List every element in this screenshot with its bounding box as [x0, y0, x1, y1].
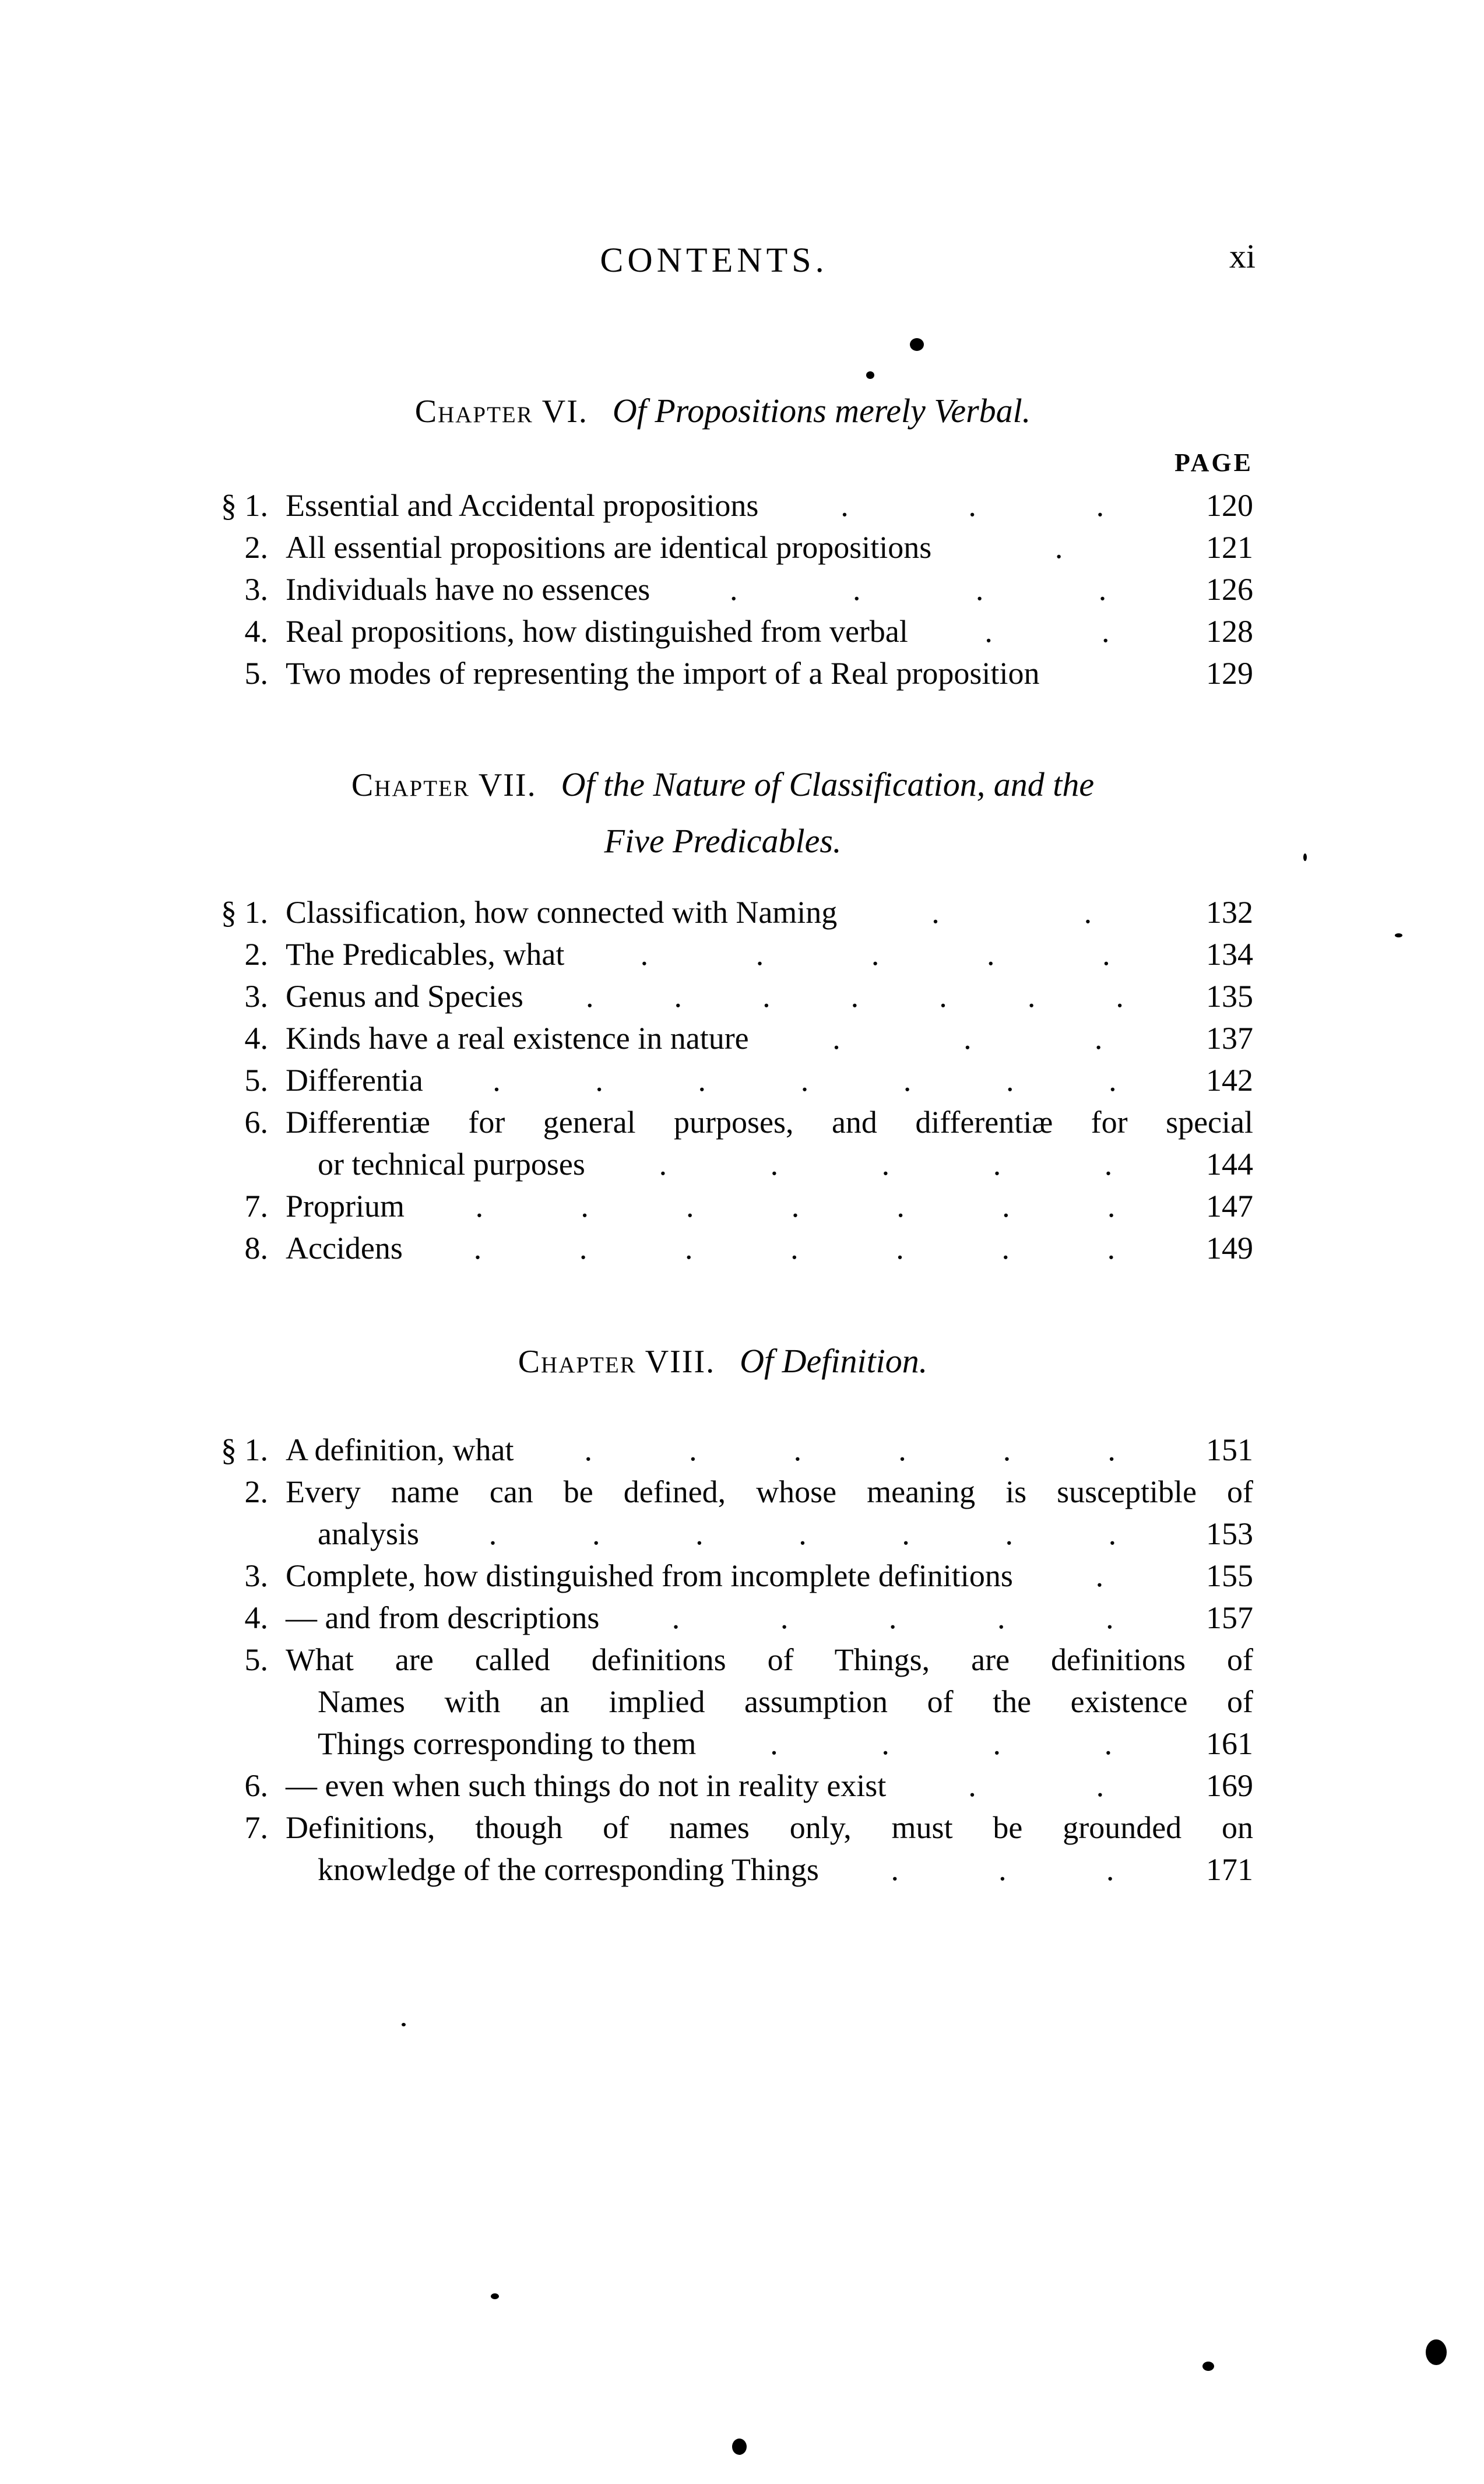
dot-leader [599, 1597, 1186, 1639]
leader-dot: . [1107, 1432, 1116, 1467]
leader-dot: . [1116, 979, 1124, 1014]
leader-dot: . [799, 1516, 807, 1551]
leader-dot: . [1107, 1231, 1116, 1266]
leader-dot: . [790, 1231, 799, 1266]
section-number: 2. [244, 530, 268, 565]
leader-dot: . [585, 979, 594, 1014]
entry-text: Every name can be defined, whose meaning is susceptible of [286, 1474, 1253, 1509]
leader-dot: . [987, 937, 995, 972]
entry-text: Things corresponding to them [318, 1726, 697, 1761]
ink-spot [1426, 2339, 1447, 2365]
dot-leader [405, 1185, 1186, 1227]
page-number: 169 [1206, 1768, 1253, 1803]
leader-dot: . [931, 895, 940, 930]
leader-dot: . [1108, 1516, 1117, 1551]
chapter-heading-line [192, 761, 1253, 817]
toc-row [192, 1227, 1253, 1269]
leader-dot: . [968, 1768, 976, 1803]
page-number: 134 [1206, 937, 1253, 972]
entry-text: Genus and Species [286, 979, 523, 1014]
leader-dot: . [1104, 1726, 1113, 1761]
ink-spot [732, 2439, 747, 2455]
section-number: § 1. [221, 895, 268, 930]
entry-text: A definition, what [286, 1432, 514, 1467]
leader-dot: . [902, 1516, 910, 1551]
toc-row [192, 933, 1253, 975]
leader-dot: . [1001, 1231, 1010, 1266]
toc-row [192, 1555, 1253, 1597]
toc-row [192, 526, 1253, 568]
leader-dot: . [689, 1432, 697, 1467]
toc-row [192, 1185, 1253, 1227]
entry-text: Accidens [286, 1231, 403, 1266]
dot-leader [564, 933, 1186, 975]
leader-dot: . [1096, 1768, 1105, 1803]
leader-dot: . [800, 1063, 809, 1098]
section-number: 7. [244, 1189, 268, 1224]
entry-text: Individuals have no essences [286, 572, 650, 607]
toc-row [192, 1017, 1253, 1059]
leader-dot: . [1107, 1189, 1116, 1224]
dot-leader [403, 1227, 1186, 1269]
leader-dot: . [686, 1189, 694, 1224]
section-number: 6. [244, 1105, 268, 1140]
section-number: 4. [244, 614, 268, 649]
dot-leader [696, 1723, 1186, 1765]
leader-dot: . [871, 937, 880, 972]
dot-leader [837, 891, 1186, 933]
dot-leader [758, 484, 1186, 526]
leader-dot: . [595, 1063, 603, 1098]
section-number: 2. [244, 1474, 268, 1509]
section-number: 4. [244, 1021, 268, 1056]
leader-dot: . [881, 1147, 890, 1182]
toc-row [192, 610, 1253, 652]
toc-row [192, 1849, 1253, 1891]
leader-dot: . [581, 1189, 589, 1224]
leader-dot: . [592, 1516, 600, 1551]
leader-dot: . [963, 1021, 972, 1056]
dot-leader [749, 1017, 1186, 1059]
leader-dot: . [993, 1147, 1001, 1182]
toc-row [192, 1143, 1253, 1185]
entry-text: Definitions, though of names only, must be grounded on [286, 1810, 1253, 1845]
ink-spot [402, 2023, 406, 2026]
toc-row [192, 1639, 1253, 1681]
section-number: 5. [244, 656, 268, 691]
ink-spot [1202, 2362, 1214, 2371]
leader-dot: . [791, 1189, 800, 1224]
chapter-title: Of the Nature of Classification, and the [561, 765, 1095, 803]
toc-row [192, 1723, 1253, 1765]
leader-dot: . [998, 1852, 1007, 1887]
entry-text: Names with an implied assumption of the existence of [318, 1684, 1253, 1719]
dot-leader [931, 526, 1186, 568]
entry-text: What are called definitions of Things, are definitions of [286, 1642, 1253, 1677]
page-number: 147 [1206, 1189, 1253, 1224]
dot-leader [1013, 1555, 1186, 1597]
entry-text: The Predicables, what [286, 937, 565, 972]
leader-dot: . [1095, 1558, 1104, 1593]
entry-text: or technical purposes [318, 1147, 585, 1182]
dot-leader [886, 1765, 1186, 1807]
page-number: 128 [1206, 614, 1253, 649]
entry-text: Differentiæ for general purposes, and differentiæ for special [286, 1105, 1253, 1140]
chapter-label: Chapter VIII. [518, 1344, 716, 1380]
leader-dot: . [770, 1726, 778, 1761]
section-number: 8. [244, 1231, 268, 1266]
page-number: 120 [1206, 488, 1253, 523]
page-number: 129 [1206, 656, 1253, 691]
leader-dot: . [640, 937, 649, 972]
leader-dot: . [1106, 1600, 1114, 1635]
toc-row [192, 1471, 1253, 1513]
leader-dot: . [984, 614, 993, 649]
dot-leader [650, 568, 1186, 610]
leader-dot: . [659, 1147, 667, 1182]
section-number: 3. [244, 979, 268, 1014]
entry-text: — and from descriptions [286, 1600, 600, 1635]
dot-leader [819, 1849, 1186, 1891]
chapter-title: Five Predicables. [604, 822, 842, 860]
toc-row [192, 1429, 1253, 1471]
leader-dot: . [1084, 895, 1092, 930]
leader-dot: . [850, 979, 859, 1014]
section-number: 3. [244, 1558, 268, 1593]
leader-dot: . [903, 1063, 912, 1098]
leader-dot: . [685, 1231, 693, 1266]
toc-row [192, 1765, 1253, 1807]
page-number: 149 [1206, 1231, 1253, 1266]
dot-leader [523, 975, 1186, 1017]
entry-text: Classification, how connected with Naming [286, 895, 838, 930]
dot-leader [585, 1143, 1186, 1185]
page-number: 157 [1206, 1600, 1253, 1635]
entry-text: — even when such things do not in reality exist [286, 1768, 887, 1803]
leader-dot: . [896, 1189, 905, 1224]
section-number: 5. [244, 1063, 268, 1098]
entry-text: Complete, how distinguished from incomplete definitions [286, 1558, 1013, 1593]
toc-row [192, 1513, 1253, 1555]
chapter-entries [192, 484, 1253, 694]
page-number: 161 [1206, 1726, 1253, 1761]
chapter-heading [192, 761, 1253, 865]
chapter-heading-line [192, 387, 1253, 444]
leader-dot: . [1102, 937, 1110, 972]
leader-dot: . [780, 1600, 789, 1635]
leader-dot: . [793, 1432, 802, 1467]
toc-row [192, 1597, 1253, 1639]
leader-dot: . [1003, 1432, 1011, 1467]
page-number: 144 [1206, 1147, 1253, 1182]
chapter-heading-line [192, 1337, 1253, 1394]
leader-dot: . [473, 1231, 482, 1266]
leader-dot: . [674, 979, 683, 1014]
chapter-title: Of Propositions merely Verbal. [612, 392, 1031, 430]
page-number: 171 [1206, 1852, 1253, 1887]
leader-dot: . [975, 572, 984, 607]
leader-dot: . [579, 1231, 588, 1266]
page-number: 126 [1206, 572, 1253, 607]
toc-row [192, 1681, 1253, 1723]
leader-dot: . [671, 1600, 680, 1635]
entry-text: Essential and Accidental propositions [286, 488, 759, 523]
chapter-label: Chapter VI. [414, 393, 588, 430]
leader-dot: . [852, 572, 861, 607]
leader-dot: . [1109, 1063, 1117, 1098]
chapter-title: Of Definition. [740, 1342, 928, 1380]
chapter-entries [192, 1429, 1253, 1891]
leader-dot: . [968, 488, 976, 523]
page-number: 155 [1206, 1558, 1253, 1593]
leader-dot: . [698, 1063, 706, 1098]
leader-dot: . [493, 1063, 501, 1098]
toc-row [192, 484, 1253, 526]
leader-dot: . [881, 1726, 889, 1761]
page-title: CONTENTS. [600, 241, 828, 279]
leader-dot: . [832, 1021, 841, 1056]
leader-dot: . [695, 1516, 704, 1551]
leader-dot: . [993, 1726, 1001, 1761]
toc-row [192, 1807, 1253, 1849]
leader-dot: . [898, 1432, 906, 1467]
leader-dot: . [1106, 1852, 1114, 1887]
toc-row [192, 975, 1253, 1017]
leader-dot: . [1094, 1021, 1103, 1056]
leader-dot: . [488, 1516, 497, 1551]
entry-text: analysis [318, 1516, 419, 1551]
leader-dot: . [888, 1600, 897, 1635]
section-number: § 1. [221, 488, 268, 523]
leader-dot: . [939, 979, 947, 1014]
leader-dot: . [1027, 979, 1036, 1014]
leader-dot: . [1101, 614, 1110, 649]
leader-dot: . [891, 1852, 899, 1887]
leader-dot: . [584, 1432, 592, 1467]
page-number: 132 [1206, 895, 1253, 930]
ink-spot [866, 371, 874, 379]
leader-dot: . [755, 937, 764, 972]
entry-text: Proprium [286, 1189, 405, 1224]
section-number: 5. [244, 1642, 268, 1677]
dot-leader [908, 610, 1186, 652]
entry-text: All essential propositions are identical propositions [286, 530, 932, 565]
leader-dot: . [896, 1231, 904, 1266]
leader-dot: . [1005, 1516, 1013, 1551]
page-number: 142 [1206, 1063, 1253, 1098]
toc-row [192, 1101, 1253, 1143]
ink-spot [1303, 853, 1307, 861]
entry-text: Two modes of representing the import of a Real proposition [286, 656, 1040, 691]
chapter-heading [192, 1337, 1253, 1394]
leader-dot: . [1098, 572, 1107, 607]
leader-dot: . [841, 488, 849, 523]
toc-row [192, 652, 1253, 694]
ink-spot [491, 2293, 499, 2299]
section-number: 4. [244, 1600, 268, 1635]
entry-text: Differentia [286, 1063, 423, 1098]
section-number: 2. [244, 937, 268, 972]
toc-row [192, 891, 1253, 933]
entry-text: Kinds have a real existence in nature [286, 1021, 749, 1056]
leader-dot: . [762, 979, 771, 1014]
section-number: 3. [244, 572, 268, 607]
section-number: 7. [244, 1810, 268, 1845]
leader-dot: . [770, 1147, 779, 1182]
ink-spot [910, 338, 924, 351]
ink-spot [1395, 933, 1402, 937]
dot-leader [423, 1059, 1186, 1101]
leader-dot: . [997, 1600, 1005, 1635]
dot-leader [514, 1429, 1186, 1471]
section-number: § 1. [221, 1432, 268, 1467]
leader-dot: . [1104, 1147, 1113, 1182]
chapter-entries [192, 891, 1253, 1269]
folio-page-number: xi [1229, 237, 1256, 275]
leader-dot: . [1054, 530, 1063, 565]
entry-text: Real propositions, how distinguished from verbal [286, 614, 908, 649]
page-number: 121 [1206, 530, 1253, 565]
section-number: 6. [244, 1768, 268, 1803]
entry-text: knowledge of the corresponding Things [318, 1852, 819, 1887]
page-number: 151 [1206, 1432, 1253, 1467]
leader-dot: . [1002, 1189, 1010, 1224]
page-number: 137 [1206, 1021, 1253, 1056]
leader-dot: . [730, 572, 738, 607]
page-number: 153 [1206, 1516, 1253, 1551]
chapter-heading [192, 387, 1253, 444]
page-number: 135 [1206, 979, 1253, 1014]
toc-row [192, 1059, 1253, 1101]
leader-dot: . [1006, 1063, 1014, 1098]
leader-dot: . [1096, 488, 1105, 523]
leader-dot: . [475, 1189, 484, 1224]
page-header [0, 237, 1484, 287]
dot-leader [419, 1513, 1186, 1555]
toc-row [192, 568, 1253, 610]
page-column-label: PAGE [1174, 448, 1253, 477]
chapter-label: Chapter VII. [351, 767, 537, 803]
